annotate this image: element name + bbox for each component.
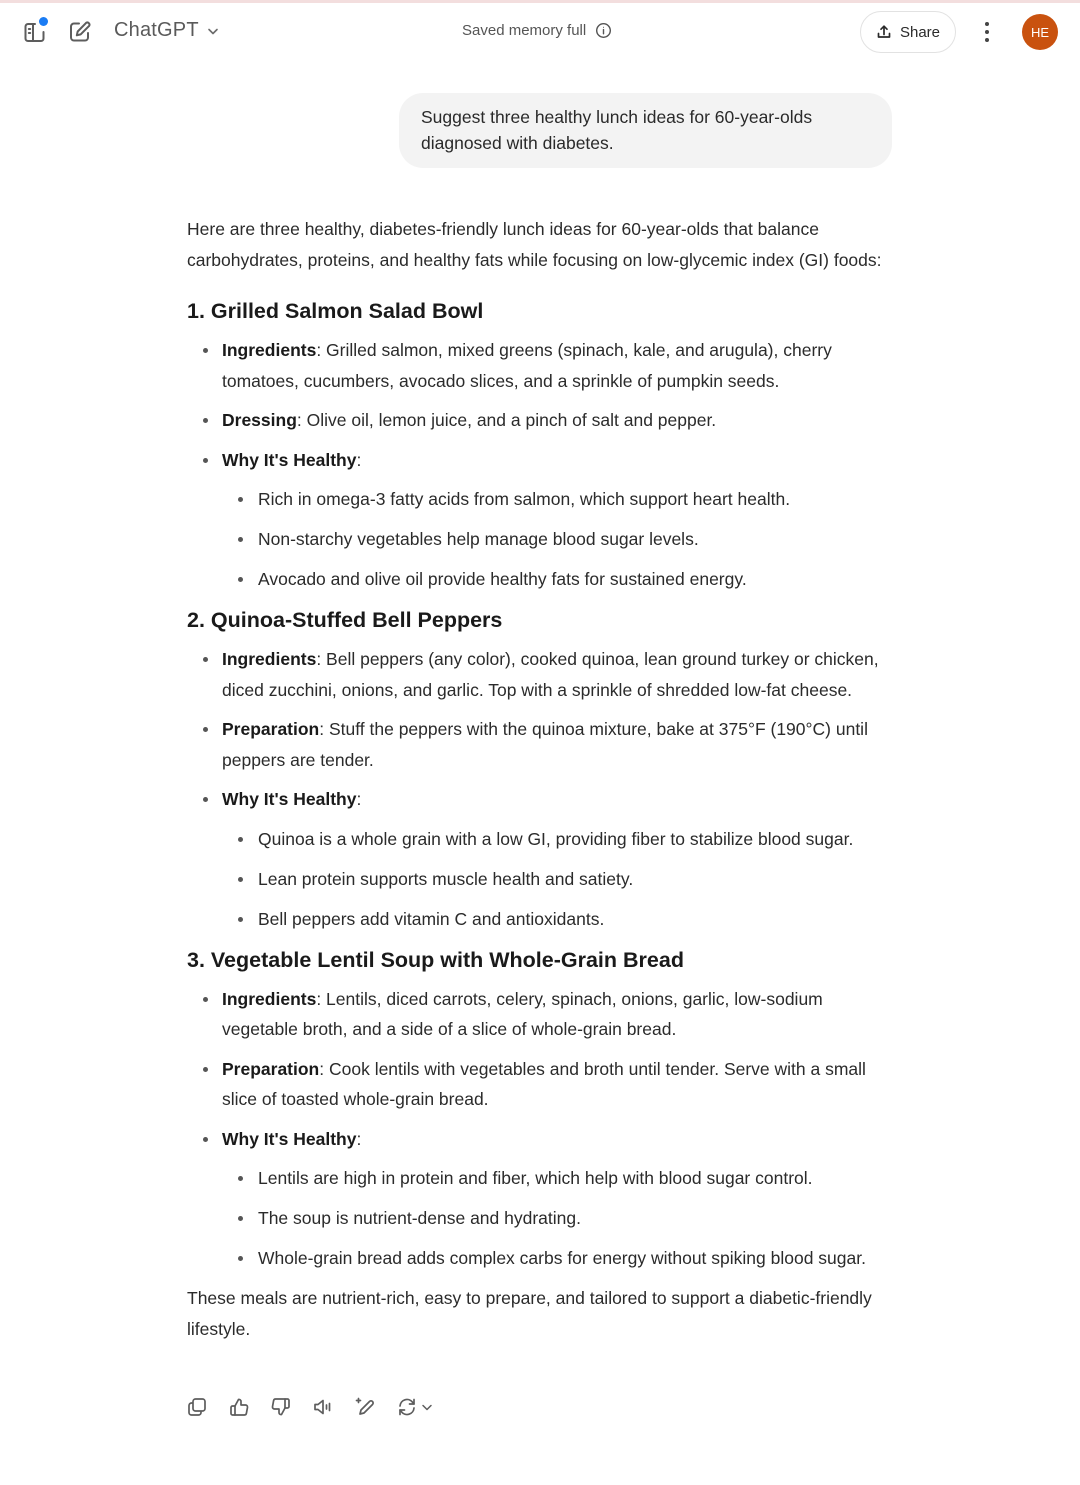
new-chat-icon (67, 19, 93, 45)
share-icon (876, 24, 892, 40)
more-options-button[interactable] (976, 19, 998, 45)
share-button[interactable] (860, 11, 956, 53)
sub-list-item: Lean protein supports muscle health and satiety. (237, 864, 899, 894)
response-intro: Here are three healthy, diabetes-friendly lunch ideas for 60-year-olds that balance carbohydrates, proteins, and healthy fats while focusing on low-glycemic index (GI) foods: (187, 219, 882, 270)
section-title: 2. Quinoa-Stuffed Bell Peppers (187, 608, 503, 632)
read-aloud-icon (312, 1396, 334, 1418)
chevron-down-icon (420, 1400, 434, 1414)
top-bar (0, 3, 1080, 61)
more-vertical-icon (985, 22, 989, 26)
section-title: 1. Grilled Salmon Salad Bowl (187, 299, 484, 323)
list-item: Ingredients: Grilled salmon, mixed greens (spinach, kale, and arugula), cherry tomatoes, cucumbers, avocado slices, and a sprinkle of pumpkin seeds. (202, 335, 899, 396)
section-list (202, 644, 899, 934)
copy-icon (186, 1396, 208, 1418)
list-item: Why It's Healthy: Quinoa is a whole grain with a low GI, providing fiber to stabilize blood sugar. Lean protein supports muscle health and satiety. Bell peppers add vitamin C and antioxidants. (202, 784, 899, 934)
sub-list-item: Avocado and olive oil provide healthy fats for sustained energy. (237, 564, 899, 594)
sub-list-item: The soup is nutrient-dense and hydrating. (237, 1203, 899, 1233)
new-chat-button[interactable] (67, 19, 93, 45)
regenerate-icon (396, 1396, 418, 1418)
section-title: 3. Vegetable Lentil Soup with Whole-Grain Bread (187, 947, 684, 972)
copy-button[interactable] (186, 1396, 208, 1418)
section-list (202, 984, 899, 1274)
message-actions (186, 1396, 434, 1418)
edit-in-canvas-button[interactable] (354, 1396, 376, 1418)
user-message-bubble: Suggest three healthy lunch ideas for 60-year-olds diagnosed with diabetes. (399, 93, 892, 168)
sub-list-item: Bell peppers add vitamin C and antioxidants. (237, 904, 899, 934)
model-name: ChatGPT (114, 19, 199, 41)
assistant-response (187, 214, 899, 1345)
thumbs-up-icon (228, 1396, 250, 1418)
list-item: Preparation: Stuff the peppers with the quinoa mixture, bake at 375°F (190°C) until peppers are tender. (202, 714, 899, 775)
sub-list (237, 484, 899, 594)
thumbs-up-button[interactable] (228, 1396, 250, 1418)
response-outro: These meals are nutrient-rich, easy to prepare, and tailored to support a diabetic-friendly lifestyle. (187, 1288, 872, 1339)
sub-list (237, 1163, 899, 1273)
list-item: Ingredients: Lentils, diced carrots, celery, spinach, onions, garlic, low-sodium vegetable broth, and a side of a slice of whole-grain bread. (202, 984, 899, 1045)
list-item: Why It's Healthy: Rich in omega-3 fatty acids from salmon, which support heart health. Non-starchy vegetables help manage blood sugar levels. Avocado and olive oil provide healthy fats for sustained energy. (202, 445, 899, 595)
list-item: Dressing: Olive oil, lemon juice, and a pinch of salt and pepper. (202, 405, 899, 436)
thumbs-down-button[interactable] (270, 1396, 292, 1418)
list-item: Ingredients: Bell peppers (any color), cooked quinoa, lean ground turkey or chicken, diced zucchini, onions, and garlic. Top with a sprinkle of shredded low-fat cheese. (202, 644, 899, 705)
avatar[interactable]: HE (1022, 14, 1058, 50)
sub-list-item: Quinoa is a whole grain with a low GI, providing fiber to stabilize blood sugar. (237, 824, 899, 854)
model-selector[interactable] (114, 19, 221, 42)
section-list (202, 335, 899, 594)
sub-list-item: Whole-grain bread adds complex carbs for energy without spiking blood sugar. (237, 1243, 899, 1273)
thumbs-down-icon (270, 1396, 292, 1418)
memory-status (462, 22, 612, 39)
info-icon[interactable] (595, 22, 612, 39)
sub-list-item: Rich in omega-3 fatty acids from salmon, which support heart health. (237, 484, 899, 514)
edit-canvas-icon (354, 1396, 376, 1418)
notification-dot (39, 17, 48, 26)
chevron-down-icon (205, 23, 221, 39)
list-item: Why It's Healthy: Lentils are high in protein and fiber, which help with blood sugar control. The soup is nutrient-dense and hydrating. Whole-grain bread adds complex carbs for energy without spiking blood sugar. (202, 1124, 899, 1274)
sub-list-item: Non-starchy vegetables help manage blood sugar levels. (237, 524, 899, 554)
memory-status-text: Saved memory full (462, 22, 587, 39)
share-label: Share (899, 23, 941, 41)
regenerate-button[interactable] (396, 1396, 434, 1418)
sub-list-item: Lentils are high in protein and fiber, which help with blood sugar control. (237, 1163, 899, 1193)
list-item: Preparation: Cook lentils with vegetables and broth until tender. Serve with a small slice of toasted whole-grain bread. (202, 1054, 899, 1115)
read-aloud-button[interactable] (312, 1396, 334, 1418)
sub-list (237, 824, 899, 934)
sidebar-toggle-button[interactable] (22, 19, 48, 45)
